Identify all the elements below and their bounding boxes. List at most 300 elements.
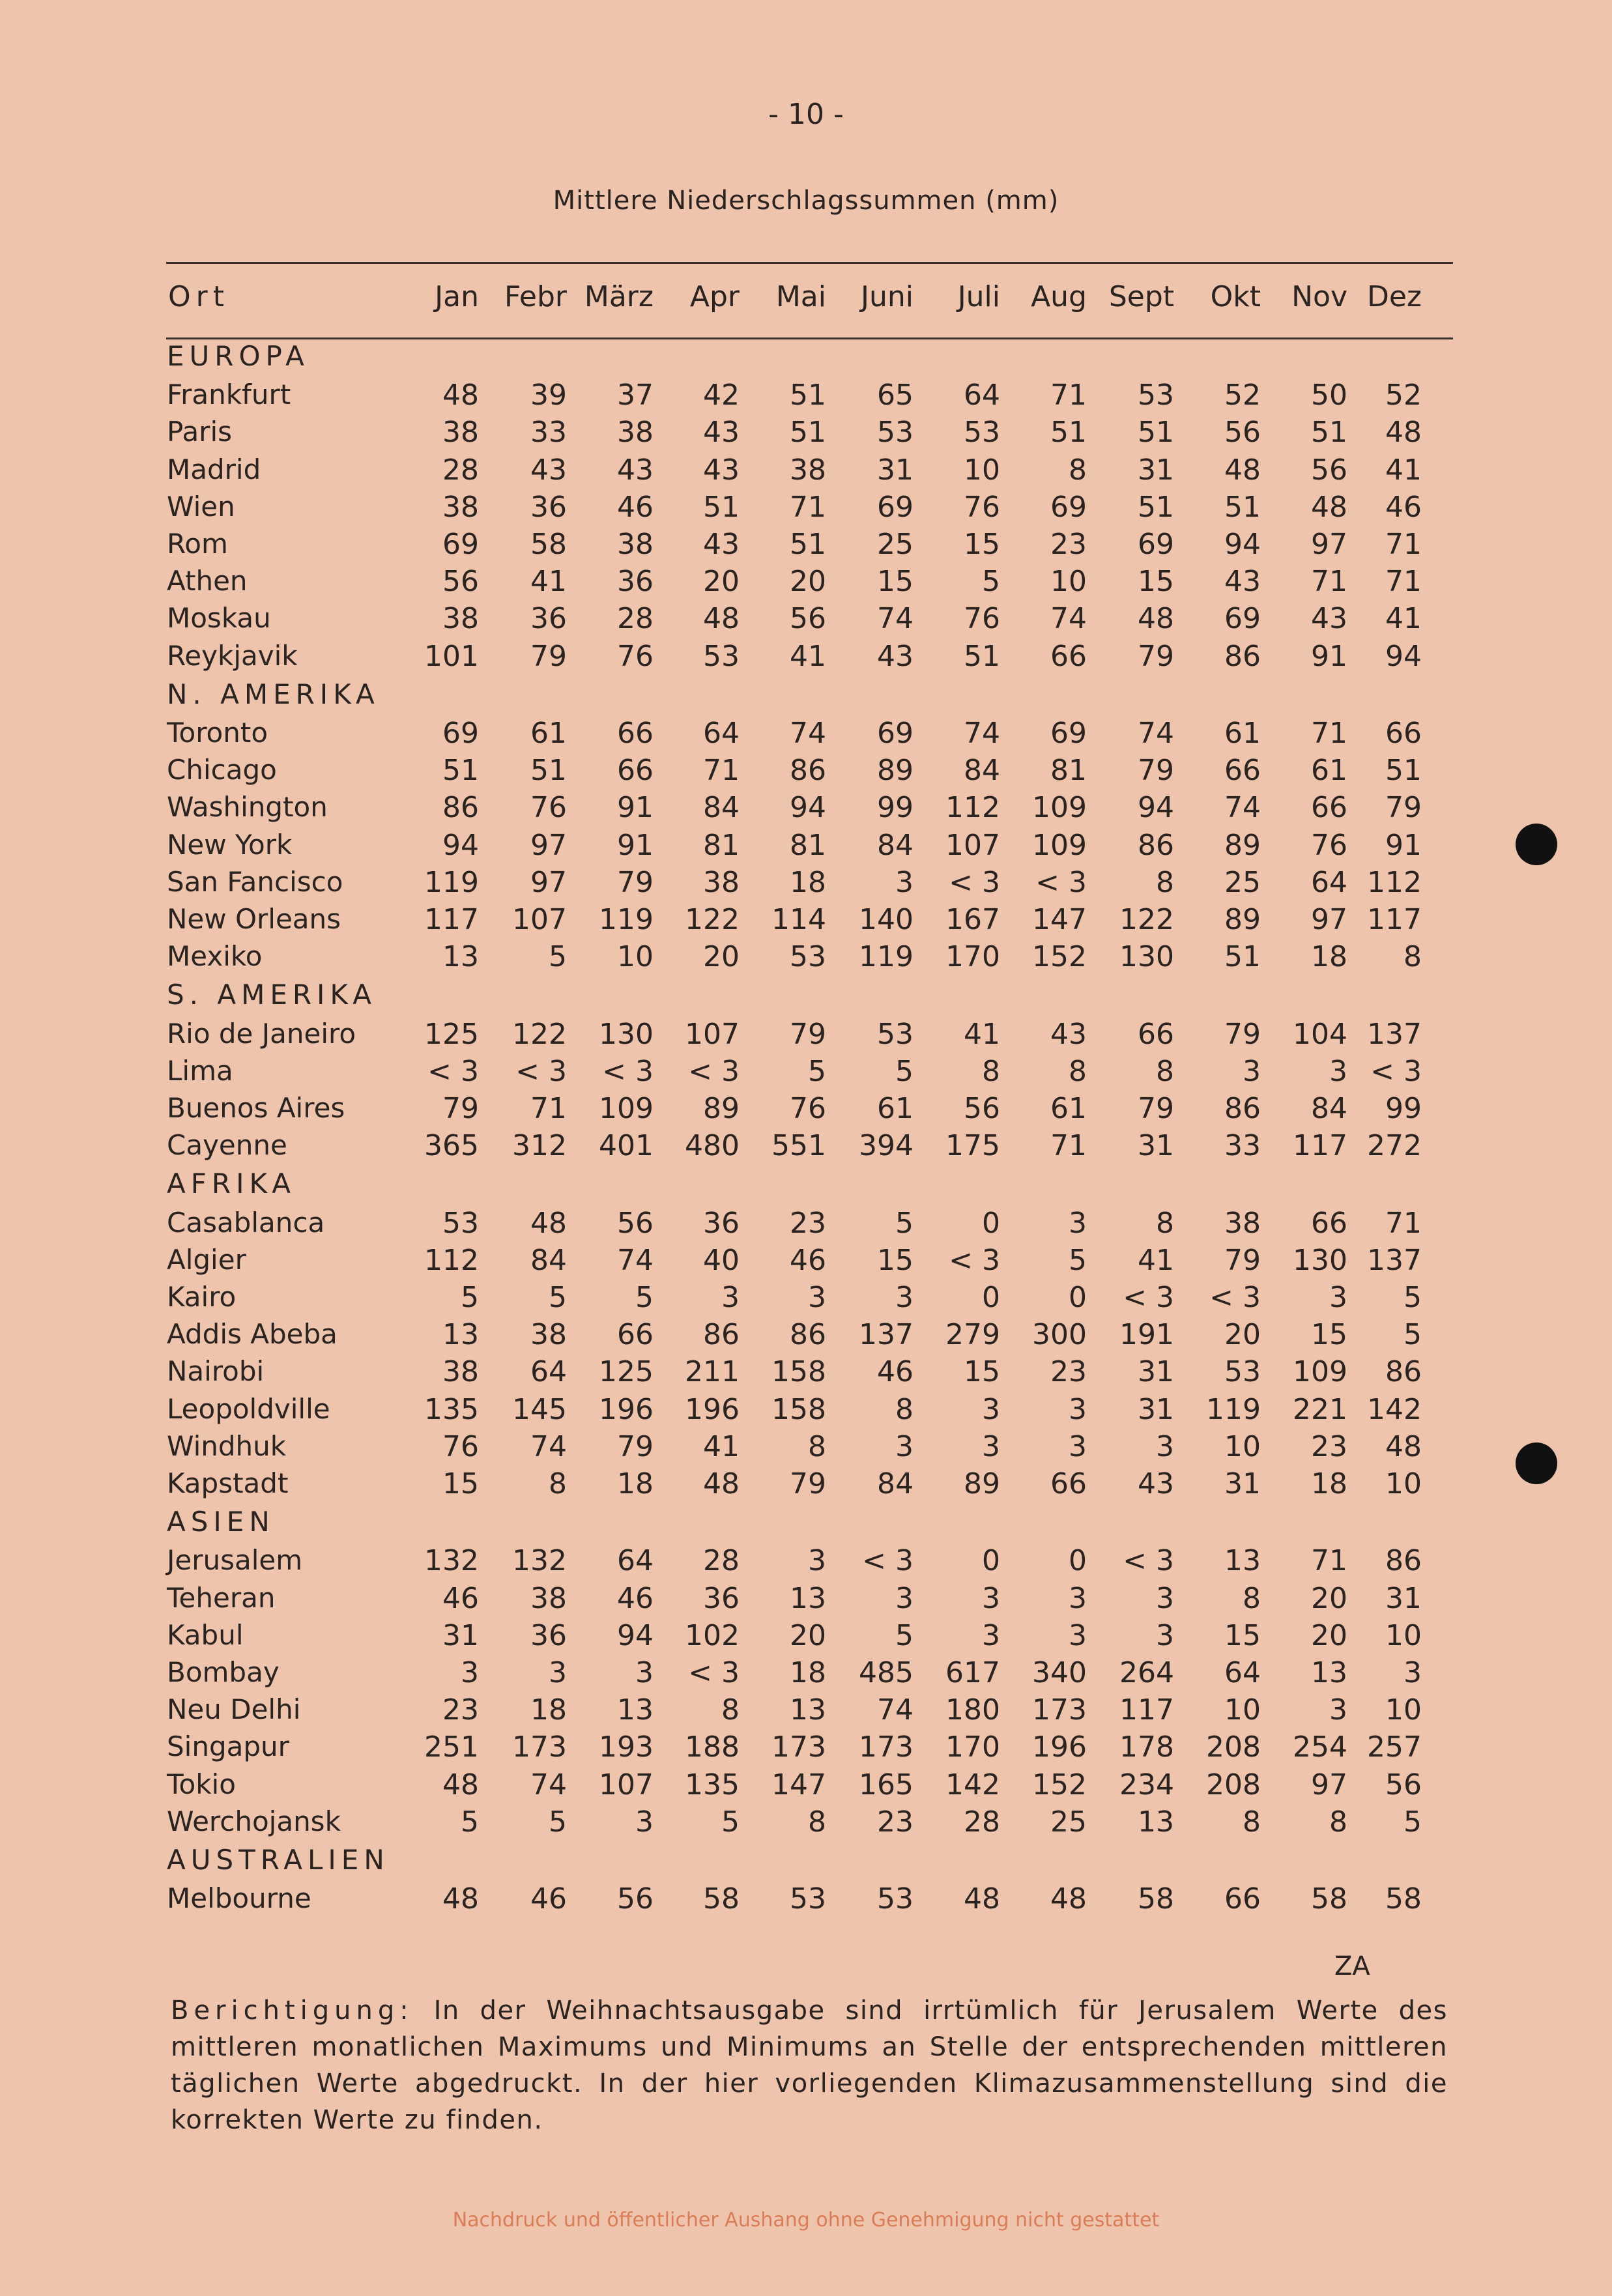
precip-value: 3 [635,1805,654,1839]
precip-value: 178 [1119,1730,1174,1764]
precip-value: 43 [703,416,740,450]
city-name: Chicago [167,754,277,786]
table-row [0,1693,1612,1730]
precip-value: 117 [1119,1693,1174,1727]
precip-value: 23 [1050,1355,1087,1389]
precip-value: 3 [1069,1618,1087,1652]
table-row [0,640,1612,676]
precip-value: 69 [1050,717,1087,750]
precip-value: 43 [1224,565,1261,599]
precip-value: 76 [442,1429,479,1463]
precip-value: 122 [1119,903,1174,936]
precip-value: 257 [1367,1730,1422,1764]
precip-value: 5 [895,1618,914,1652]
precip-value: 8 [1156,1054,1174,1088]
table-row [0,491,1612,527]
precip-value: 31 [877,453,914,487]
precip-value: 480 [685,1129,740,1163]
city-name: New York [167,828,293,861]
precip-value: 61 [1311,754,1347,788]
precip-value: 76 [617,639,654,673]
city-name: Madrid [167,453,261,485]
precip-value: 94 [617,1618,654,1652]
section-heading: ASIEN [167,1506,275,1538]
precip-value: 13 [1311,1656,1347,1689]
table-row [0,416,1612,452]
precip-value: 15 [877,1243,914,1277]
precip-value: 13 [442,1318,479,1352]
precip-value: 52 [1224,379,1261,412]
precip-value: 58 [1138,1882,1174,1916]
precip-value: 25 [877,528,914,561]
precip-value: 66 [617,717,654,750]
precip-value: 71 [1050,1129,1087,1163]
precip-value: 51 [703,490,740,524]
precip-value: 86 [442,791,479,825]
precip-value: 36 [617,565,654,599]
precip-value: 8 [895,1392,914,1426]
precip-value: 97 [1311,903,1347,936]
city-name: Windhuk [167,1429,287,1462]
precip-value: 15 [1311,1318,1347,1352]
precip-value: 51 [1050,416,1087,450]
precip-value: 64 [1311,865,1347,899]
precip-value: 5 [721,1805,740,1839]
table-row [0,754,1612,790]
precip-value: < 3 [949,865,1000,899]
city-name: Nairobi [167,1355,265,1388]
precip-value: 13 [442,940,479,974]
precip-value: < 3 [427,1054,479,1088]
precip-value: 36 [703,1581,740,1615]
precip-value: 211 [685,1355,740,1389]
precip-value: 71 [1385,565,1422,599]
header-month: März [584,280,654,313]
precip-value: 112 [424,1243,479,1277]
precip-value: 66 [1311,791,1347,825]
precip-value: 89 [703,1092,740,1125]
precip-value: 0 [1069,1544,1087,1578]
precip-value: 3 [461,1656,479,1689]
precip-value: 165 [859,1768,914,1801]
precip-value: 3 [1069,1206,1087,1240]
precip-value: 74 [964,717,1000,750]
precip-value: 71 [1311,565,1347,599]
precip-value: 101 [424,639,479,673]
correction-lead: Berichtigung: [171,1996,414,2026]
table-row [0,1467,1612,1504]
precip-value: 173 [1032,1693,1087,1727]
precip-value: < 3 [688,1054,740,1088]
precip-value: 53 [877,1882,914,1916]
precip-value: < 3 [949,1243,1000,1277]
precip-value: 3 [1156,1618,1174,1652]
precip-value: 173 [512,1730,567,1764]
precip-value: 5 [808,1054,826,1088]
precip-value: 76 [964,490,1000,524]
precip-value: 61 [877,1092,914,1125]
precip-value: 53 [1138,379,1174,412]
city-name: Melbourne [167,1882,311,1915]
precip-value: 71 [790,490,826,524]
table-row [0,379,1612,415]
precip-value: 152 [1032,940,1087,974]
precip-value: 117 [1367,903,1422,936]
precip-value: 53 [790,940,826,974]
precip-value: 5 [1403,1805,1422,1839]
precip-value: 79 [1138,754,1174,788]
precip-value: 81 [1050,754,1087,788]
precip-value: 71 [1050,379,1087,412]
precip-value: 31 [442,1618,479,1652]
precip-value: 97 [530,828,567,862]
header-month: Aug [1031,280,1087,313]
table-row [0,940,1612,977]
precip-value: 79 [1224,1017,1261,1051]
header-rule [166,337,1453,339]
precip-value: 8 [1156,1206,1174,1240]
city-name: Paris [167,416,232,448]
precip-value: 300 [1032,1318,1087,1352]
precip-value: 31 [1224,1467,1261,1500]
precip-value: < 3 [602,1054,654,1088]
precip-value: 3 [895,1281,914,1314]
precip-value: < 3 [1035,865,1087,899]
precip-value: 18 [1311,1467,1347,1500]
precip-value: 173 [771,1730,826,1764]
precip-value: 86 [790,754,826,788]
precip-value: 394 [859,1129,914,1163]
precip-value: 112 [945,791,1000,825]
precip-value: 3 [1069,1581,1087,1615]
precip-value: 51 [790,379,826,412]
precip-value: 122 [685,903,740,936]
precip-value: 10 [1050,565,1087,599]
table-row [0,1129,1612,1166]
precip-value: < 3 [862,1544,914,1578]
table-row [0,1656,1612,1693]
table-row [0,453,1612,490]
precip-value: 53 [1224,1355,1261,1389]
precip-value: 33 [1224,1129,1261,1163]
precip-value: 158 [771,1392,826,1426]
precip-value: 69 [1138,528,1174,561]
precip-value: 40 [703,1243,740,1277]
precip-value: 401 [599,1129,654,1163]
precip-value: 152 [1032,1768,1087,1801]
table-row [0,602,1612,639]
precip-value: 74 [530,1429,567,1463]
precip-value: 13 [1224,1544,1261,1578]
precip-value: 8 [1243,1805,1261,1839]
precip-value: 48 [1224,453,1261,487]
precip-value: 94 [1224,528,1261,561]
precip-value: 0 [1069,1281,1087,1314]
table-row [0,866,1612,902]
precip-value: 10 [1385,1467,1422,1500]
precip-value: 25 [1224,865,1261,899]
city-name: Tokio [167,1768,236,1800]
precip-value: 64 [617,1544,654,1578]
precip-value: < 3 [1123,1281,1174,1314]
precip-value: 76 [530,791,567,825]
precip-value: 97 [530,865,567,899]
precip-value: 20 [1311,1618,1347,1652]
precip-value: 107 [945,828,1000,862]
precip-value: 76 [790,1092,826,1125]
precip-value: 56 [1311,453,1347,487]
precip-value: 66 [1385,717,1422,750]
precip-value: 31 [1138,1392,1174,1426]
precip-value: 140 [859,903,914,936]
precip-value: 221 [1293,1392,1347,1426]
precip-value: 130 [1293,1243,1347,1277]
header-month: Febr [504,280,567,313]
precip-value: 91 [617,791,654,825]
precip-value: 3 [982,1618,1000,1652]
precip-value: 66 [1138,1017,1174,1051]
precip-value: 23 [1050,528,1087,561]
precip-value: 130 [599,1017,654,1051]
precip-value: 3 [1403,1656,1422,1689]
precip-value: 125 [599,1355,654,1389]
precip-value: 147 [1032,903,1087,936]
precip-value: 69 [877,717,914,750]
precip-value: 79 [1385,791,1422,825]
precip-value: 135 [424,1392,479,1426]
precip-value: 51 [1224,940,1261,974]
section-heading: AFRIKA [167,1168,296,1200]
precip-value: 251 [424,1730,479,1764]
precip-value: 74 [790,717,826,750]
precip-value: 234 [1119,1768,1174,1801]
city-name: San Fancisco [167,865,343,898]
city-name: Leopoldville [167,1392,330,1425]
table-row [0,1281,1612,1317]
precip-value: 15 [1224,1618,1261,1652]
precip-value: 69 [877,490,914,524]
precip-value: 0 [982,1544,1000,1578]
precip-value: 81 [703,828,740,862]
precip-value: 56 [1385,1768,1422,1801]
precip-value: 13 [790,1693,826,1727]
table-title: Mittlere Niederschlagssummen (mm) [553,186,1059,216]
precip-value: 3 [895,865,914,899]
precip-value: 8 [1329,1805,1347,1839]
precip-value: 125 [424,1017,479,1051]
city-name: Jerusalem [167,1544,303,1577]
precip-value: 122 [512,1017,567,1051]
precip-value: 69 [1224,602,1261,636]
precip-value: 15 [877,565,914,599]
city-name: Kapstadt [167,1467,289,1499]
precip-value: 43 [877,639,914,673]
precip-value: 3 [1329,1693,1347,1727]
precip-value: 8 [982,1054,1000,1088]
precip-value: 3 [549,1656,567,1689]
precip-value: 56 [617,1206,654,1240]
precip-value: 48 [1050,1882,1087,1916]
precip-value: 10 [1385,1618,1422,1652]
city-name: Neu Delhi [167,1693,301,1726]
precip-value: 51 [790,528,826,561]
precip-value: 0 [982,1281,1000,1314]
precip-value: 91 [1385,828,1422,862]
precip-value: 53 [442,1206,479,1240]
city-name: Washington [167,791,328,824]
precip-value: 158 [771,1355,826,1389]
precip-value: 53 [703,639,740,673]
precip-value: 56 [442,565,479,599]
precip-value: 74 [1050,602,1087,636]
precip-value: 89 [964,1467,1000,1500]
precip-value: 51 [442,754,479,788]
precip-value: 8 [1156,865,1174,899]
precip-value: 46 [442,1581,479,1615]
precip-value: 254 [1293,1730,1347,1764]
precip-value: 18 [530,1693,567,1727]
precip-value: 3 [1329,1054,1347,1088]
precip-value: 33 [530,416,567,450]
precip-value: < 3 [1209,1281,1261,1314]
precip-value: 74 [877,602,914,636]
table-row [0,829,1612,865]
city-name: Singapur [167,1730,289,1763]
precip-value: 43 [703,528,740,561]
precip-value: 20 [703,565,740,599]
punch-hole [1516,824,1557,865]
precip-value: 53 [964,416,1000,450]
precip-value: 20 [1224,1318,1261,1352]
precip-value: 15 [1138,565,1174,599]
table-row [0,528,1612,564]
precip-value: 485 [859,1656,914,1689]
precip-value: 43 [1311,602,1347,636]
precip-value: 10 [1224,1429,1261,1463]
precip-value: 43 [703,453,740,487]
precip-value: 196 [1032,1730,1087,1764]
table-row [0,1244,1612,1280]
precip-value: 71 [703,754,740,788]
precip-value: 117 [1293,1129,1347,1163]
precip-value: 48 [703,602,740,636]
precip-value: 66 [1311,1206,1347,1240]
precip-value: 3 [1069,1392,1087,1426]
table-row [0,565,1612,601]
precip-value: 56 [617,1882,654,1916]
precip-value: 74 [877,1693,914,1727]
precip-value: 37 [617,379,654,412]
precip-value: 175 [945,1129,1000,1163]
city-name: Kairo [167,1281,237,1313]
precip-value: 3 [1156,1581,1174,1615]
table-row [0,1018,1612,1054]
precip-value: 3 [808,1544,826,1578]
precip-value: 3 [982,1392,1000,1426]
precip-value: 31 [1138,1355,1174,1389]
precip-value: 5 [895,1206,914,1240]
precip-value: 38 [617,416,654,450]
precip-value: 94 [1385,639,1422,673]
precip-value: 41 [1385,453,1422,487]
precip-value: 188 [685,1730,740,1764]
precip-value: 38 [442,1355,479,1389]
table-row [0,1544,1612,1581]
precip-value: 365 [424,1129,479,1163]
precip-value: 48 [1138,602,1174,636]
precip-value: 79 [790,1017,826,1051]
precip-value: 81 [790,828,826,862]
section-heading: N. AMERIKA [167,678,380,710]
precip-value: 132 [512,1544,567,1578]
precip-value: 20 [790,565,826,599]
precip-value: 61 [1050,1092,1087,1125]
precip-value: 86 [1224,1092,1261,1125]
precip-value: 51 [790,416,826,450]
precip-value: 8 [721,1693,740,1727]
table-row [0,1805,1612,1842]
precip-value: 51 [530,754,567,788]
city-name: Werchojansk [167,1805,341,1837]
precip-value: 38 [530,1581,567,1615]
precip-value: 79 [1224,1243,1261,1277]
precip-value: 41 [703,1429,740,1463]
precip-value: 10 [1224,1693,1261,1727]
precip-value: 56 [790,602,826,636]
precip-value: 8 [808,1429,826,1463]
precip-value: 41 [964,1017,1000,1051]
table-row [0,1619,1612,1656]
precip-value: 145 [512,1392,567,1426]
header-month: Jan [435,280,479,313]
precip-value: 48 [1385,1429,1422,1463]
city-name: Teheran [167,1581,276,1614]
precip-value: 208 [1206,1730,1261,1764]
precip-value: 137 [1367,1243,1422,1277]
table-row [0,1055,1612,1091]
precip-value: 71 [1311,717,1347,750]
table-row [0,791,1612,827]
precip-value: 51 [1224,490,1261,524]
precip-value: 28 [964,1805,1000,1839]
precip-value: 58 [1385,1882,1422,1916]
precip-value: 86 [1224,639,1261,673]
precip-value: 5 [461,1281,479,1314]
header-month: Dez [1366,280,1422,313]
precip-value: 10 [617,940,654,974]
precip-value: 46 [1385,490,1422,524]
precip-value: 31 [1138,1129,1174,1163]
precip-value: 13 [1138,1805,1174,1839]
precip-value: 104 [1293,1017,1347,1051]
precip-value: 196 [599,1392,654,1426]
precip-value: 74 [1138,717,1174,750]
precip-value: 109 [1032,791,1087,825]
precip-value: 48 [442,1882,479,1916]
precip-value: 119 [1206,1392,1261,1426]
precip-value: 79 [530,639,567,673]
table-row [0,1730,1612,1767]
precip-value: 86 [703,1318,740,1352]
precip-value: 23 [1311,1429,1347,1463]
precip-value: 53 [790,1882,826,1916]
city-name: Bombay [167,1656,280,1688]
precip-value: 89 [1224,903,1261,936]
precip-value: 3 [808,1281,826,1314]
precip-value: 10 [964,453,1000,487]
city-name: Cayenne [167,1129,287,1162]
correction-note [171,1992,1448,2138]
